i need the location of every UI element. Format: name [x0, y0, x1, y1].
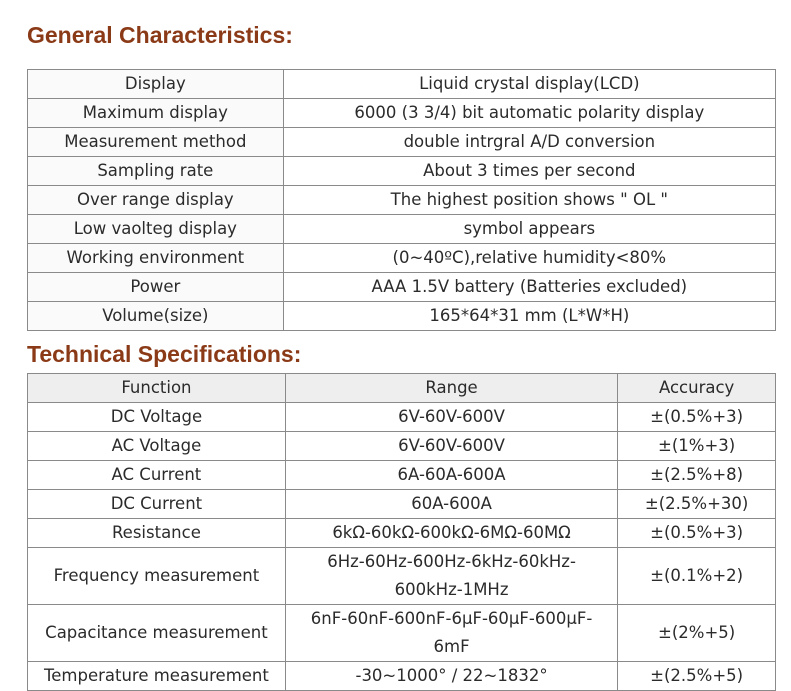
- spec-value: 6000 (3 3/4) bit automatic polarity display: [283, 99, 775, 128]
- table-row: [28, 490, 776, 519]
- accuracy-cell: ±(2.5%+30): [618, 490, 776, 519]
- table-row: [28, 519, 776, 548]
- spec-key: Power: [28, 273, 284, 302]
- column-header-function: Function: [28, 374, 286, 403]
- range-cell: [285, 548, 617, 605]
- spec-key: Maximum display: [28, 99, 284, 128]
- spec-key: Measurement method: [28, 128, 284, 157]
- spec-value: double intrgral A/D conversion: [283, 128, 775, 157]
- general-characteristics-table: [27, 69, 776, 331]
- table-row: [28, 157, 776, 186]
- function-cell: AC Current: [28, 461, 286, 490]
- spec-key: Sampling rate: [28, 157, 284, 186]
- spec-key: Volume(size): [28, 302, 284, 331]
- spec-value: symbol appears: [283, 215, 775, 244]
- range-cell: 6V-60V-600V: [285, 432, 617, 461]
- range-cell: 6A-60A-600A: [285, 461, 617, 490]
- range-cell: 6V-60V-600V: [285, 403, 617, 432]
- range-line: 600kHz-1MHz: [394, 580, 509, 599]
- table-row: [28, 403, 776, 432]
- function-cell: Capacitance measurement: [28, 605, 286, 662]
- table-row: [28, 432, 776, 461]
- table-row: [28, 548, 776, 605]
- accuracy-cell: ±(2%+5): [618, 605, 776, 662]
- spec-value: (0~40ºC),relative humidity<80%: [283, 244, 775, 273]
- table-row: [28, 302, 776, 331]
- function-cell: Frequency measurement: [28, 548, 286, 605]
- accuracy-cell: ±(2.5%+8): [618, 461, 776, 490]
- table-row: [28, 605, 776, 662]
- range-cell: [285, 605, 617, 662]
- function-cell: Temperature measurement: [28, 662, 286, 691]
- range-line: 6nF-60nF-600nF-6μF-60μF-600μF-: [310, 609, 593, 628]
- technical-specifications-table: [27, 373, 776, 691]
- range-cell: 60A-600A: [285, 490, 617, 519]
- table-header-row: [28, 374, 776, 403]
- accuracy-cell: ±(0.5%+3): [618, 519, 776, 548]
- technical-specifications-heading: Technical Specifications:: [27, 341, 302, 367]
- accuracy-cell: ±(0.1%+2): [618, 548, 776, 605]
- accuracy-cell: ±(2.5%+5): [618, 662, 776, 691]
- column-header-accuracy: Accuracy: [618, 374, 776, 403]
- spec-key: Working environment: [28, 244, 284, 273]
- table-row: [28, 662, 776, 691]
- table-row: [28, 186, 776, 215]
- table-row: [28, 273, 776, 302]
- spec-key: Low vaolteg display: [28, 215, 284, 244]
- function-cell: Resistance: [28, 519, 286, 548]
- spec-value: About 3 times per second: [283, 157, 775, 186]
- table-row: [28, 461, 776, 490]
- function-cell: DC Voltage: [28, 403, 286, 432]
- table-row: [28, 244, 776, 273]
- general-characteristics-heading: General Characteristics:: [27, 22, 293, 48]
- function-cell: AC Voltage: [28, 432, 286, 461]
- spec-value: Liquid crystal display(LCD): [283, 70, 775, 99]
- table-row: [28, 215, 776, 244]
- range-line: 6mF: [433, 637, 470, 656]
- range-cell: 6kΩ-60kΩ-600kΩ-6MΩ-60MΩ: [285, 519, 617, 548]
- accuracy-cell: ±(0.5%+3): [618, 403, 776, 432]
- accuracy-cell: ±(1%+3): [618, 432, 776, 461]
- column-header-range: Range: [285, 374, 617, 403]
- range-cell: -30~1000° / 22~1832°: [285, 662, 617, 691]
- range-line: 6Hz-60Hz-600Hz-6kHz-60kHz-: [327, 552, 576, 571]
- spec-key: Display: [28, 70, 284, 99]
- spec-value: 165*64*31 mm (L*W*H): [283, 302, 775, 331]
- function-cell: DC Current: [28, 490, 286, 519]
- table-row: [28, 70, 776, 99]
- spec-value: AAA 1.5V battery (Batteries excluded): [283, 273, 775, 302]
- table-row: [28, 128, 776, 157]
- spec-key: Over range display: [28, 186, 284, 215]
- table-row: [28, 99, 776, 128]
- spec-value: The highest position shows " OL ": [283, 186, 775, 215]
